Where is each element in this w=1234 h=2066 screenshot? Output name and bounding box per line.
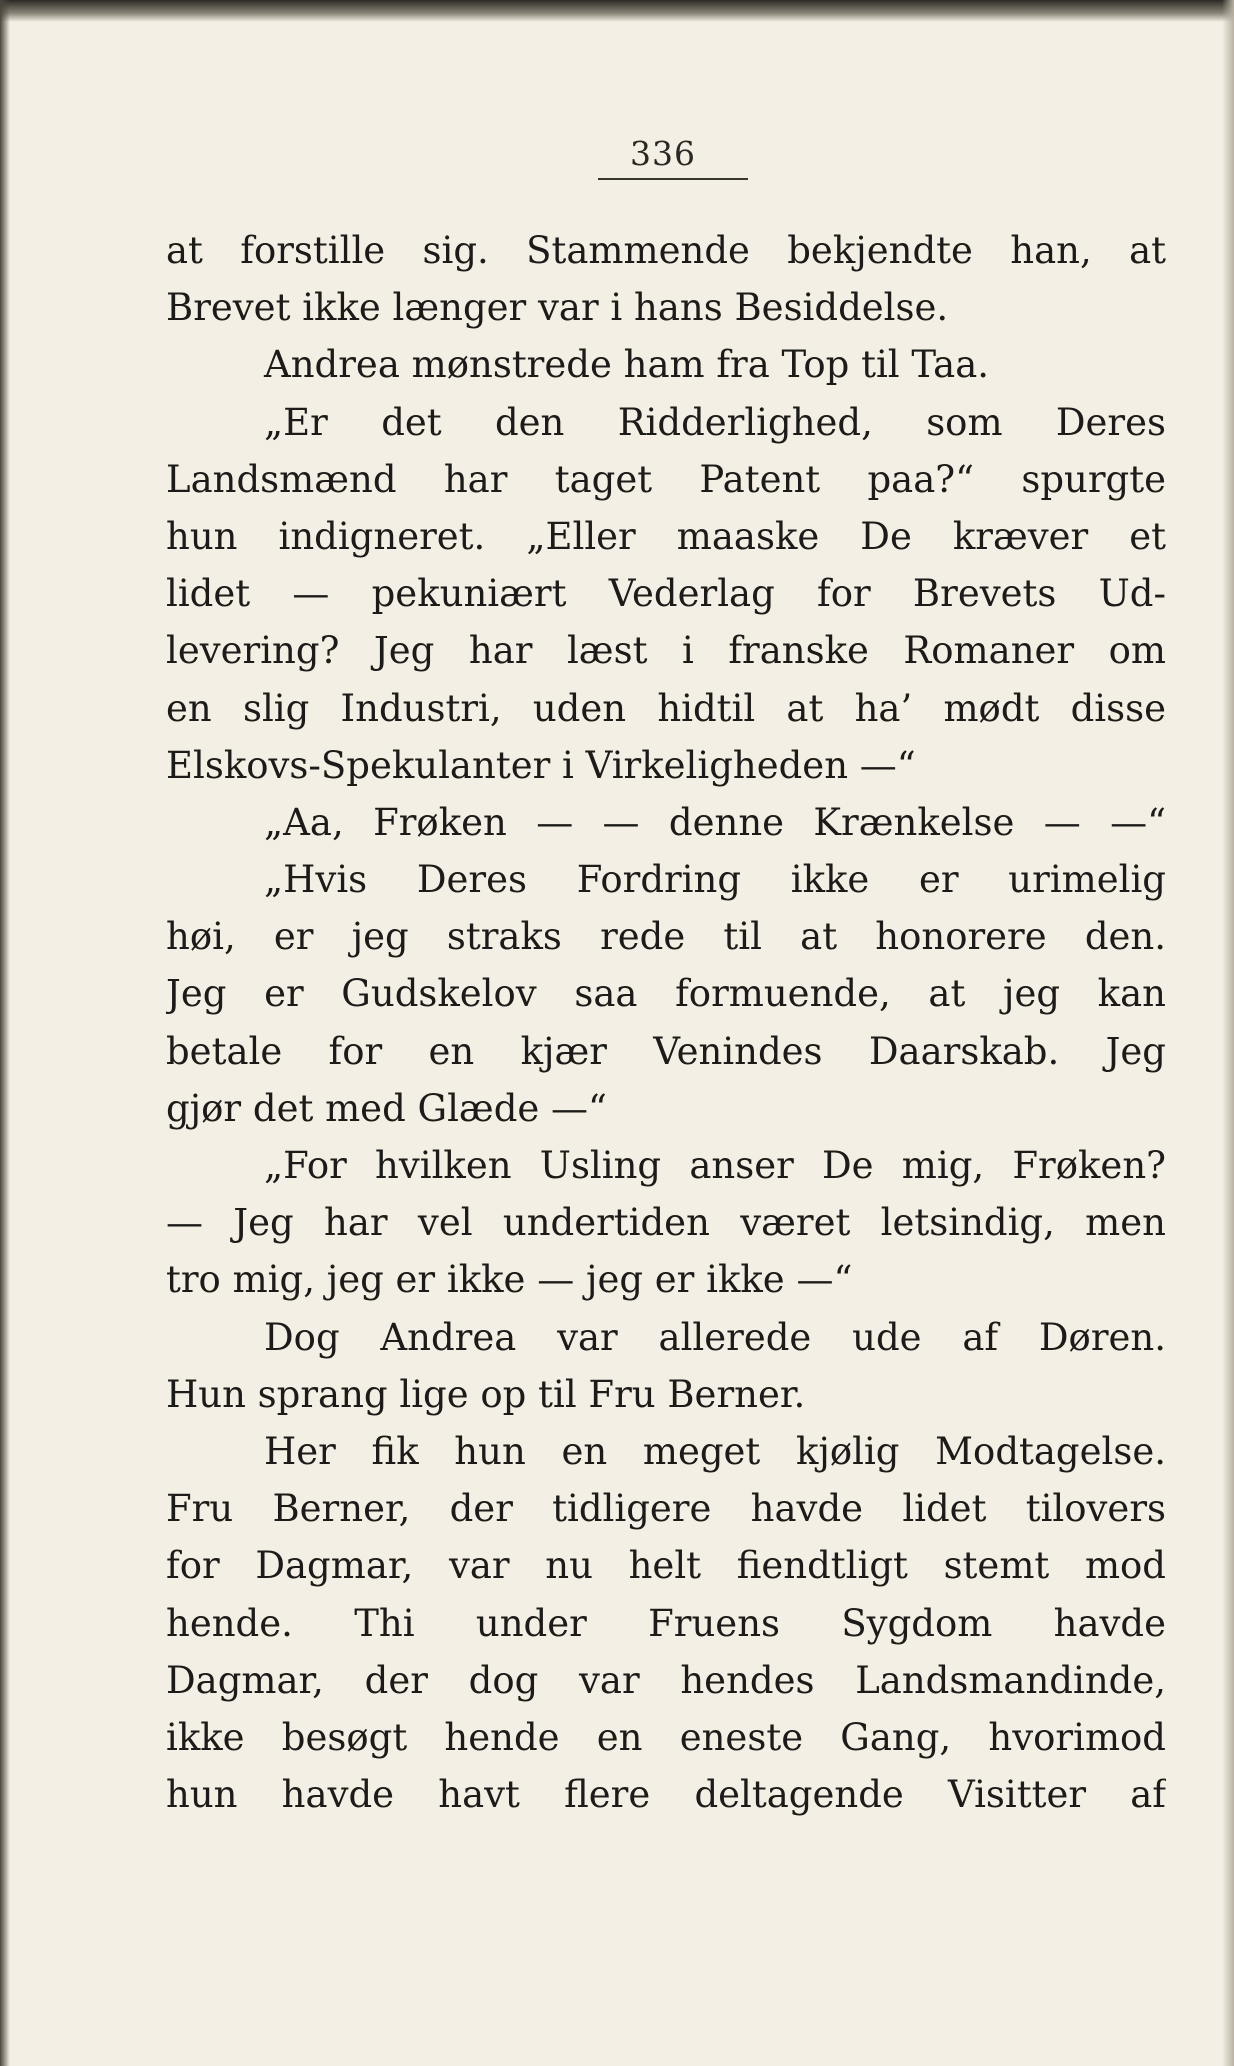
text-line: betale for en kjær Venindes Daarskab. Jeg [166,1029,1166,1073]
page-left-edge-shadow [0,0,10,2066]
body-text [166,222,1166,1823]
text-line: „Er det den Ridderlighed, som Deres [264,400,1166,444]
page-top-edge-shadow [0,0,1234,22]
text-line: ikke besøgt hende en eneste Gang, hvorimod [166,1715,1166,1759]
text-line: at forstille sig. Stammende bekjendte han, at [166,229,1166,272]
page-number: 336 [630,134,696,173]
text-line: „Hvis Deres Fordring ikke er urimelig [264,858,1166,902]
text-line: „For hvilken Usling anser De mig, Frøken? [264,1144,1166,1187]
text-line: Landsmænd har taget Patent paa?“ spurgte [166,457,1166,501]
text-line: for Dagmar, var nu helt fiendtligt stemt mod [166,1544,1166,1588]
text-line: hende. Thi under Fruens Sygdom havde [166,1601,1166,1645]
text-line: tro mig, jeg er ikke — jeg er ikke —“ [166,1258,853,1302]
text-line: — Jeg har vel undertiden været letsindig, men [166,1201,1166,1245]
text-line: høi, er jeg straks rede til at honorere den. [166,915,1166,959]
text-line: en slig Industri, uden hidtil at ha’ mødt disse [166,686,1166,730]
text-line: „Aa, Frøken — — denne Krænkelse — —“ [264,800,1166,844]
text-line: Dog Andrea var allerede ude af Døren. [264,1315,1166,1359]
text-line: Andrea mønstrede ham fra Top til Taa. [264,343,990,387]
text-line: Elskovs-Spekulanter i Virkeligheden —“ [166,743,916,787]
text-line: hun indigneret. „Eller maaske De kræver et [166,514,1166,558]
text-line: Fru Berner, der tidligere havde lidet tilovers [166,1487,1166,1531]
text-line: Jeg er Gudskelov saa formuende, at jeg kan [166,972,1166,1016]
page-number-rule [598,178,748,180]
text-line: lidet — pekuniært Vederlag for Brevets Ud- [166,572,1166,616]
page-right-edge-shadow [1222,0,1234,2066]
text-line: levering? Jeg har læst i franske Romaner om [166,629,1166,673]
text-line: Her fik hun en meget kjølig Modtagelse. [264,1429,1166,1473]
text-line: Hun sprang lige op til Fru Berner. [166,1372,806,1416]
text-line: Dagmar, der dog var hendes Landsmandinde, [166,1658,1166,1702]
text-line: gjør det med Glæde —“ [166,1086,607,1130]
text-line: Brevet ikke længer var i hans Besiddelse. [166,286,949,330]
text-line: hun havde havt flere deltagende Visitter af [166,1773,1166,1817]
